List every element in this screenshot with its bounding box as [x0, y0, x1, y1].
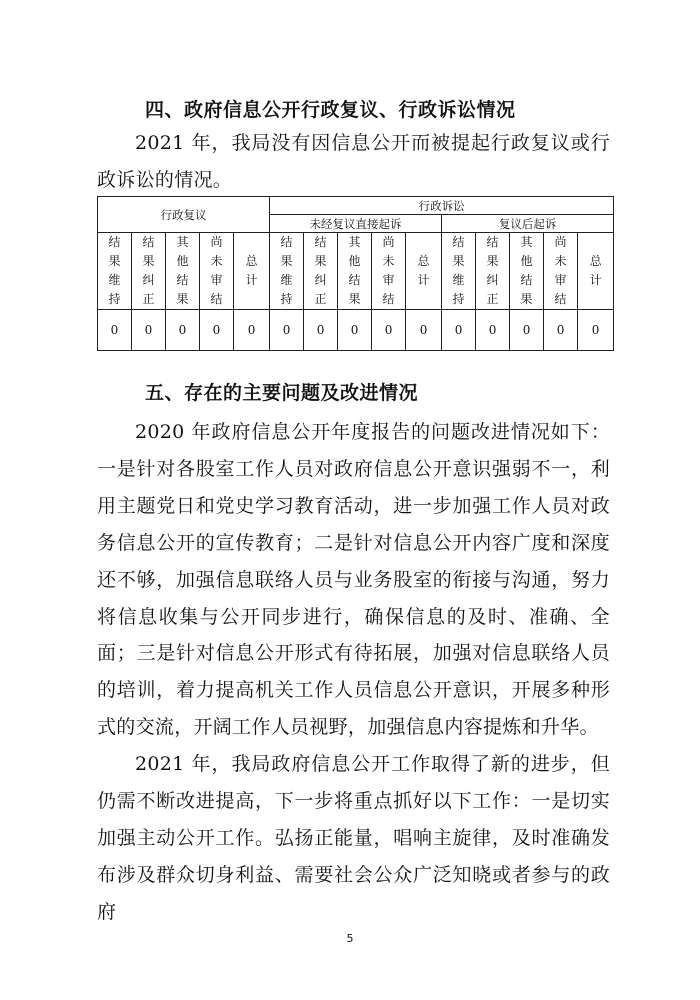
- admin-review-header: 行政复议: [98, 197, 270, 233]
- column-header: 结果维持: [98, 233, 132, 310]
- table-cell: 0: [476, 310, 510, 351]
- column-header: 总计: [406, 233, 442, 310]
- table-cell: 0: [544, 310, 578, 351]
- column-header: 尚未审结: [372, 233, 406, 310]
- table-cell: 0: [98, 310, 132, 351]
- table-cell: 0: [200, 310, 234, 351]
- review-litigation-table: [97, 196, 614, 351]
- column-header: 结果维持: [442, 233, 476, 310]
- table-cell: 0: [406, 310, 442, 351]
- section-5-paragraph-2: 2021 年，我局政府信息公开工作取得了新的进步，但仍需不断改进提高，下一步将重点抓好以下工作：一是切实加强主动公开工作。弘扬正能量，唱响主旋律，及时准确发布涉及群众切身利益、需要社会公众广泛知晓或者参与的政府: [97, 753, 610, 923]
- column-header: 结果纠正: [476, 233, 510, 310]
- table-cell: 0: [132, 310, 166, 351]
- section-5-heading: 五、存在的主要问题及改进情况: [145, 382, 419, 404]
- table-cell: 0: [372, 310, 406, 351]
- column-header: 总计: [234, 233, 270, 310]
- table-cell: 0: [578, 310, 614, 351]
- column-header: 其他结果: [338, 233, 372, 310]
- section-5-paragraph-1: 2020 年政府信息公开年度报告的问题改进情况如下：一是针对各股室工作人员对政府信息公开意识强弱不一，利用主题党日和党史学习教育活动，进一步加强工作人员对政务信息公开的宣传教育；二是针对信息公开内容广度和深度还不够，加强信息联络人员与业务股室的衔接与沟通，努力将信息收集与公开同步进行，确保信息的及时、准确、全面；三是针对信息公开形式有待拓展，加强对信息联络人员的培训，着力提高机关工作人员信息公开意识，开展多种形式的交流，开阔工作人员视野，加强信息内容提炼和升华。: [97, 421, 610, 739]
- direct-litigation-header: 未经复议直接起诉: [270, 215, 442, 233]
- table-cell: 0: [270, 310, 304, 351]
- column-header: 结果维持: [270, 233, 304, 310]
- column-header: 其他结果: [166, 233, 200, 310]
- table-cell: 0: [234, 310, 270, 351]
- column-header: 尚未审结: [544, 233, 578, 310]
- admin-litigation-header: 行政诉讼: [270, 197, 614, 215]
- table-cell: 0: [442, 310, 476, 351]
- section-4-paragraph: 2021 年，我局没有因信息公开而被提起行政复议或行政诉讼的情况。: [97, 132, 610, 191]
- column-header: 结果纠正: [304, 233, 338, 310]
- page-number: 5: [346, 932, 354, 945]
- column-header: 结果纠正: [132, 233, 166, 310]
- table-cell: 0: [338, 310, 372, 351]
- section-4-heading: 四、政府信息公开行政复议、行政诉讼情况: [145, 99, 516, 121]
- table-cell: 0: [166, 310, 200, 351]
- column-header: 其他结果: [510, 233, 544, 310]
- column-header: 尚未审结: [200, 233, 234, 310]
- column-header: 总计: [578, 233, 614, 310]
- table-cell: 0: [510, 310, 544, 351]
- after-review-litigation-header: 复议后起诉: [442, 215, 614, 233]
- table-cell: 0: [304, 310, 338, 351]
